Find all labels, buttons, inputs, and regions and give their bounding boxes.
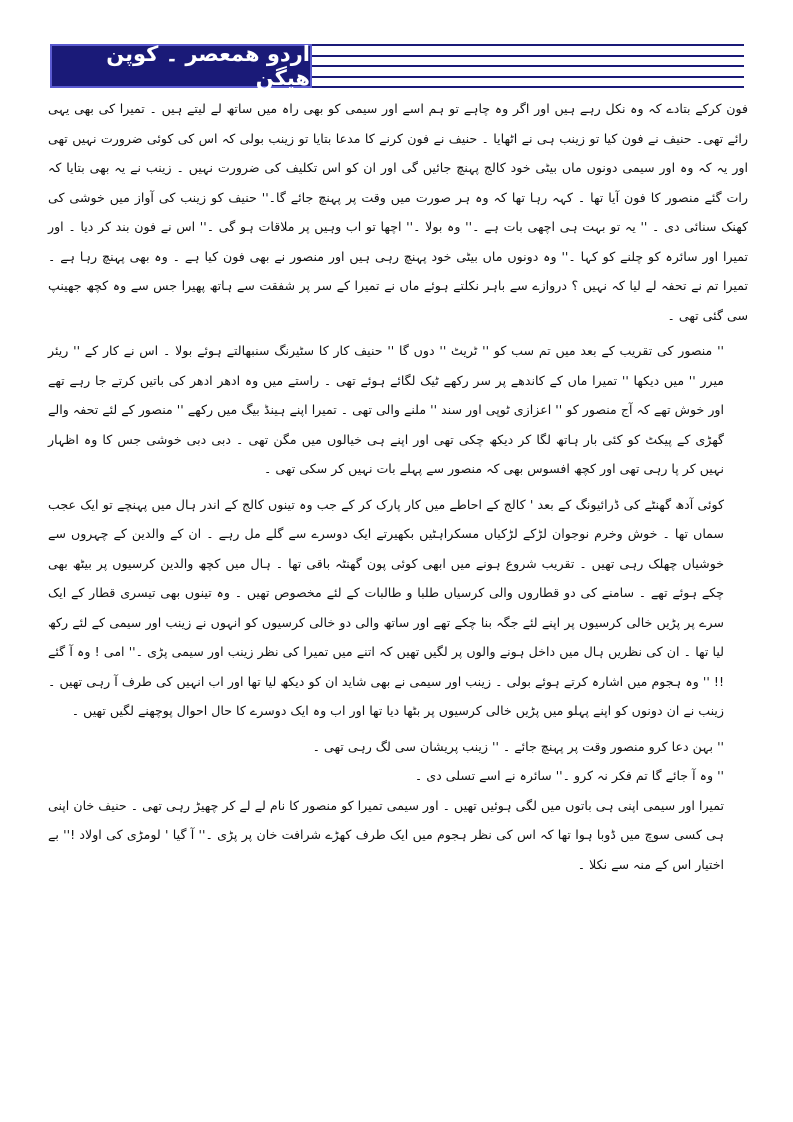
paragraph-2: '' منصور کی تقریب کے بعد میں تم سب کو '' ٹریٹ '' دوں گا '' حنیف کار کا سٹیرنگ سنبھالتے ہوئے بولا ۔ اس نے کار کے '' ریئر میرر '' میں دیکھا '' تمیرا ماں کے کاندھے پر سر رکھے ٹیک لگائے ہوئے تھی ۔ راستے میں وہ ادھر ادھر کی باتیں کرتے جا رہے تھے اور خوش تھے کہ آج منصور کو '' اعزازی ٹوپی اور سند '' ملنے والی تھی ۔ تمیرا اپنے ہینڈ بیگ میں رکھے '' منصور کے لئے تحفہ والے گھڑی کے پیکٹ کو کئی بار ہاتھ لگا کر دیکھ چکی تھی اور اپنے ہی خیالوں میں مگن تھی ۔ دبی دبی خوشی جس کا وہ اظہار نہیں کر پا رہی تھی اور کچھ افسوس بھی کہ منصور سے پہلے بات نہیں کر سکی تھی ۔ xyxy=(48,343,724,476)
paragraph-3: کوئی آدھ گھنٹے کی ڈرائیونگ کے بعد ' کالج کے احاطے میں کار پارک کر کے جب وہ تینوں کالج کے اندر ہال میں پہنچے تو ایک عجب سماں تھا ۔ خوش وخرم نوجوان لڑکے لڑکیاں مسکراہٹیں بکھیرتے ایک دوسرے سے گلے مل رہے ۔ ان کے والدین کے چہروں سے خوشیاں چھلک رہی تھیں ۔ تقریب شروع ہونے میں ابھی کوئی پون گھنٹہ باقی تھا ۔ ہال میں کچھ والدین کرسیوں پر بیٹھ بھی چکے ہوئے تھے ۔ سامنے کی دو قطاروں والی کرسیاں طلبا و طالبات کے لئے مخصوص تھیں ۔ وہ تینوں بھی تیسری قطار کے ایک سرے پر پڑیں خالی کرسیوں پر اپنے لئے جگہ بنا چکے تھے اور ساتھ والی دو خالی کرسیوں کو انہوں نے زینب اور سیمی کے لئے رکھ لیا تھا ۔ ان کی نظریں ہال میں داخل ہونے والوں پر لگیں تھیں کہ اتنے میں تمیرا کی نظر زینب اور سیمی پڑی ۔'' امی ! وہ آ گئے !! '' وہ ہجوم میں اشارہ کرتے ہوئے بولی ۔ زینب اور سیمی نے بھی شاید ان کو دیکھ لیا تھا اور اب انہیں کی طرف آ رہی تھیں ۔ زینب نے ان دونوں کو اپنے پہلو میں پڑیں خالی کرسیوں پر بٹھا دیا تھا اور اب وہ ایک دوسرے کا حال احوال پوچھنے لگیں تھیں ۔ xyxy=(48,496,724,718)
paragraph-4: '' بہن دعا کرو منصور وقت پر پہنچ جائے ۔ '' زینب پریشان سی لگ رہی تھی ۔ xyxy=(312,738,724,754)
header-title: اردو ھمعصر ۔ کوپن ھیگن xyxy=(50,44,312,88)
header-stripe xyxy=(312,44,744,88)
article-body xyxy=(48,94,748,885)
paragraph-5: '' وہ آ جائے گا تم فکر نہ کرو ۔'' سائرہ نے اسے تسلی دی ۔ xyxy=(414,768,724,783)
paragraph-1: فون کرکے بتادے کہ وہ نکل رہے ہیں اور اگر وہ چاہے تو ہم اسے اور سیمی کو بھی راہ میں ساتھ لے لیتے ہیں ۔ تمیرا کی بھی یہی رائے تھی۔ حنیف نے فون کیا تو زینب ہی نے اٹھایا ۔ حنیف نے فون کرنے کا مدعا بتایا تو زینب بولی کہ اس کی کوئی ضرورت نہیں تھی اور یہ کہ وہ اور سیمی دونوں ماں بیٹی خود کالج پہنچ جائیں گی اور ان کو اس تکلیف کی ضرورت نہیں ۔ زینب نے یہ بھی بتایا کہ رات گئے منصور کا فون آیا تھا ۔ کہہ رہا تھا کہ وہ ہر صورت میں وقت پر پہنچ جائے گا۔'' حنیف کو زینب کی آواز میں خوشی کی کھنک سنائی دی ۔ '' یہ تو بہت ہی اچھی بات ہے ۔'' وہ بولا ۔'' اچھا تو اب وہیں پر ملاقات ہو گی ۔'' اس نے فون بند کر دیا ۔ اور تمیرا اور سائرہ کو چلنے کو کہا ۔'' وہ دونوں ماں بیٹی خود پہنچ رہی ہیں اور منصور نے بھی فون کیا ہے ۔ وہ بھی پہنچ رہا ہے ۔ تمیرا تم نے تحفہ لے لیا کہ نہیں ؟ دروازے سے باہر نکلتے ہوئے ماں نے تمیرا کے سر پر شفقت سے ہاتھ پھیرا جس سے وہ کچھ جھینپ سی گئی تھی ۔ xyxy=(48,101,748,323)
paragraph-6: تمیرا اور سیمی اپنی ہی باتوں میں لگی ہوئیں تھیں ۔ اور سیمی تمیرا کو منصور کا نام لے لے کر چھیڑ رہی تھی ۔ حنیف خان اپنی ہی کسی سوچ میں ڈوبا ہوا تھا کہ اس کی نظر ہجوم میں ایک طرف کھڑے شرافت خان پر پڑی ۔'' آ گیا ' لومڑی کی اولاد !'' بے اختیار اس کے منہ سے نکلا ۔ xyxy=(48,797,724,872)
page-header xyxy=(50,44,744,88)
